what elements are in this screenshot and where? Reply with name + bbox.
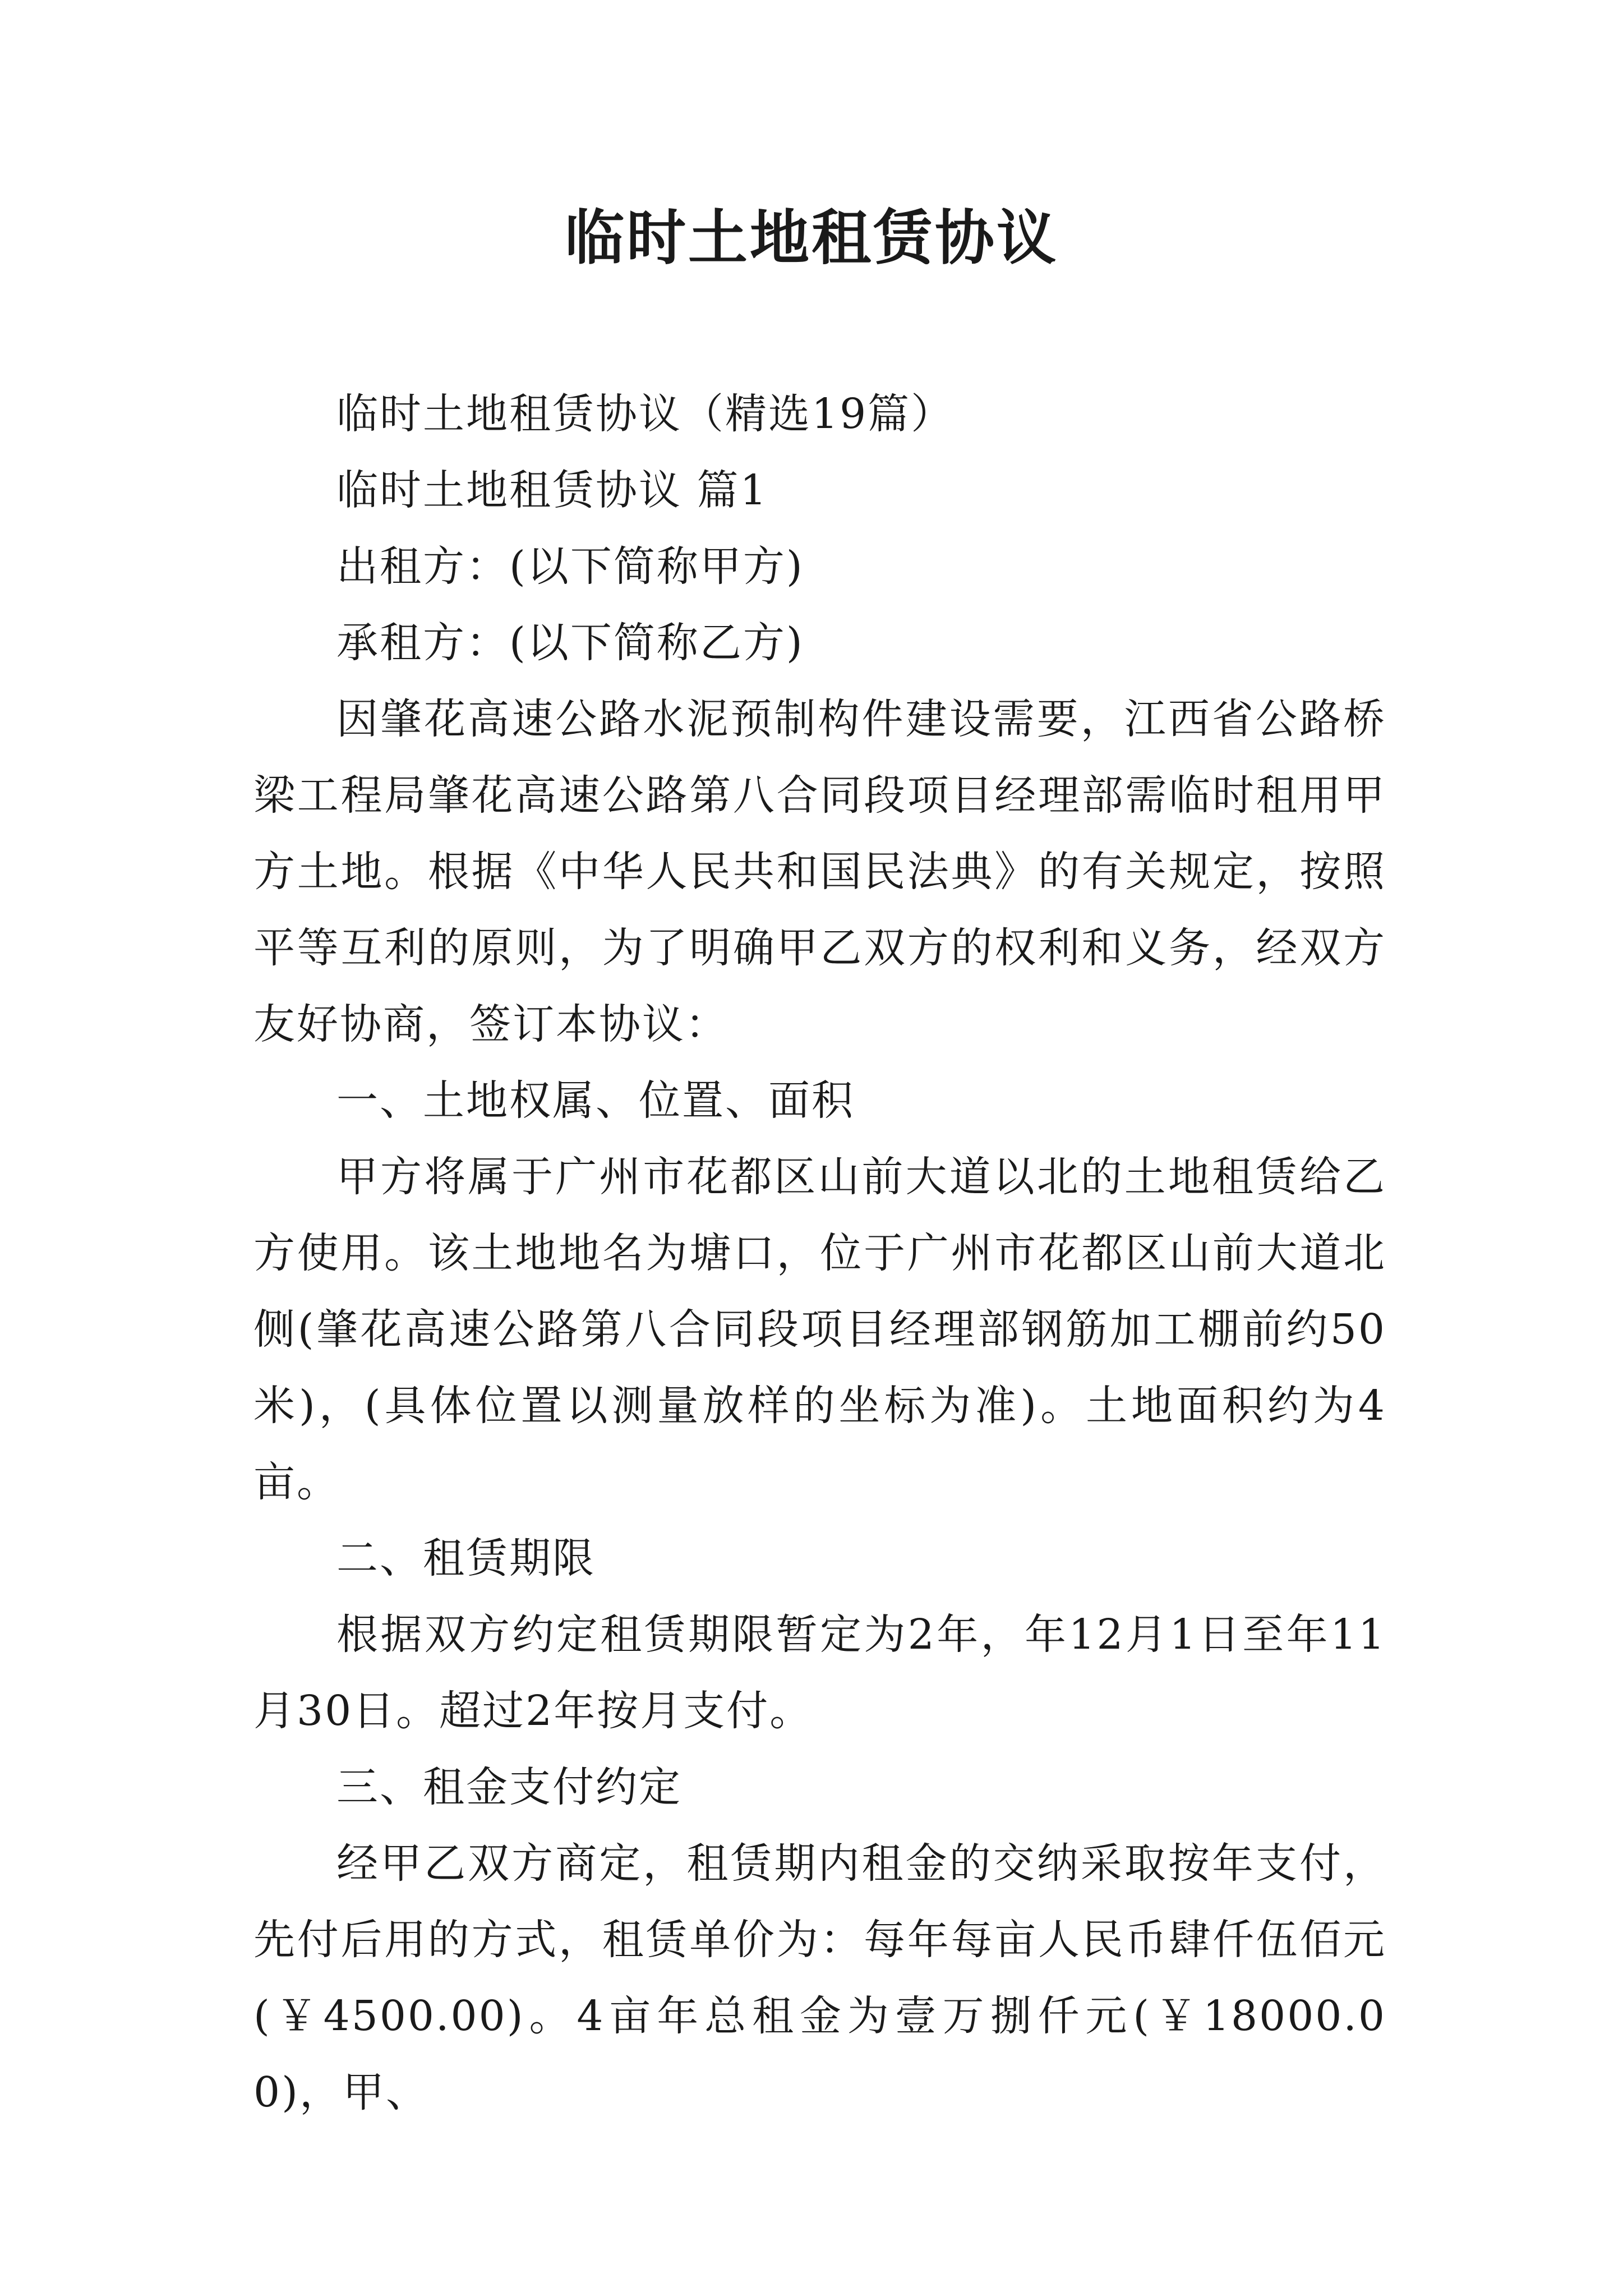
document-title: 临时土地租赁协议 [565, 204, 1058, 273]
paragraph-article-heading: 临时土地租赁协议 篇1 [336, 466, 768, 514]
paragraph-collection-title: 临时土地租赁协议（精选19篇） [336, 390, 955, 438]
paragraph-lessor: 出租方：(以下简称甲方) [336, 542, 804, 591]
paragraph-preamble: 因肇花高速公路水泥预制构件建设需要，江西省公路桥梁工程局肇花高速公路第八合同段项目经理部需临时租用甲方土地。根据《中华人民共和国民法典》的有关规定，按照平等互利的原则，为了明确甲乙双方的权利和义务，经双方友好协商，签订本协议： [253, 695, 1386, 1048]
paragraph-term: 根据双方约定租赁期限暂定为2年，年12月1日至年11月30日。超过2年按月支付。 [253, 1611, 1386, 1735]
paragraph-lessee: 承租方：(以下简称乙方) [336, 619, 804, 667]
paragraph-land: 甲方将属于广州市花都区山前大道以北的土地租赁给乙方使用。该土地地名为塘口，位于广州市花都区山前大道北侧(肇花高速公路第八合同段项目经理部钢筋加工棚前约50米)，(具体位置以测量放样的坐标为准)。土地面积约为4亩。 [253, 1153, 1386, 1506]
section-heading-term: 二、租赁期限 [336, 1534, 596, 1582]
section-heading-rent: 三、租金支付约定 [336, 1763, 682, 1811]
paragraph-rent: 经甲乙双方商定，租赁期内租金的交纳采取按年支付，先付后用的方式，租赁单价为：每年每亩人民币肆仟伍佰元(￥4500.00)。4亩年总租金为壹万捌仟元(￥18000.00)，甲、 [253, 1839, 1386, 2116]
document-body [253, 376, 1386, 2131]
section-heading-land: 一、土地权属、位置、面积 [336, 1076, 855, 1125]
